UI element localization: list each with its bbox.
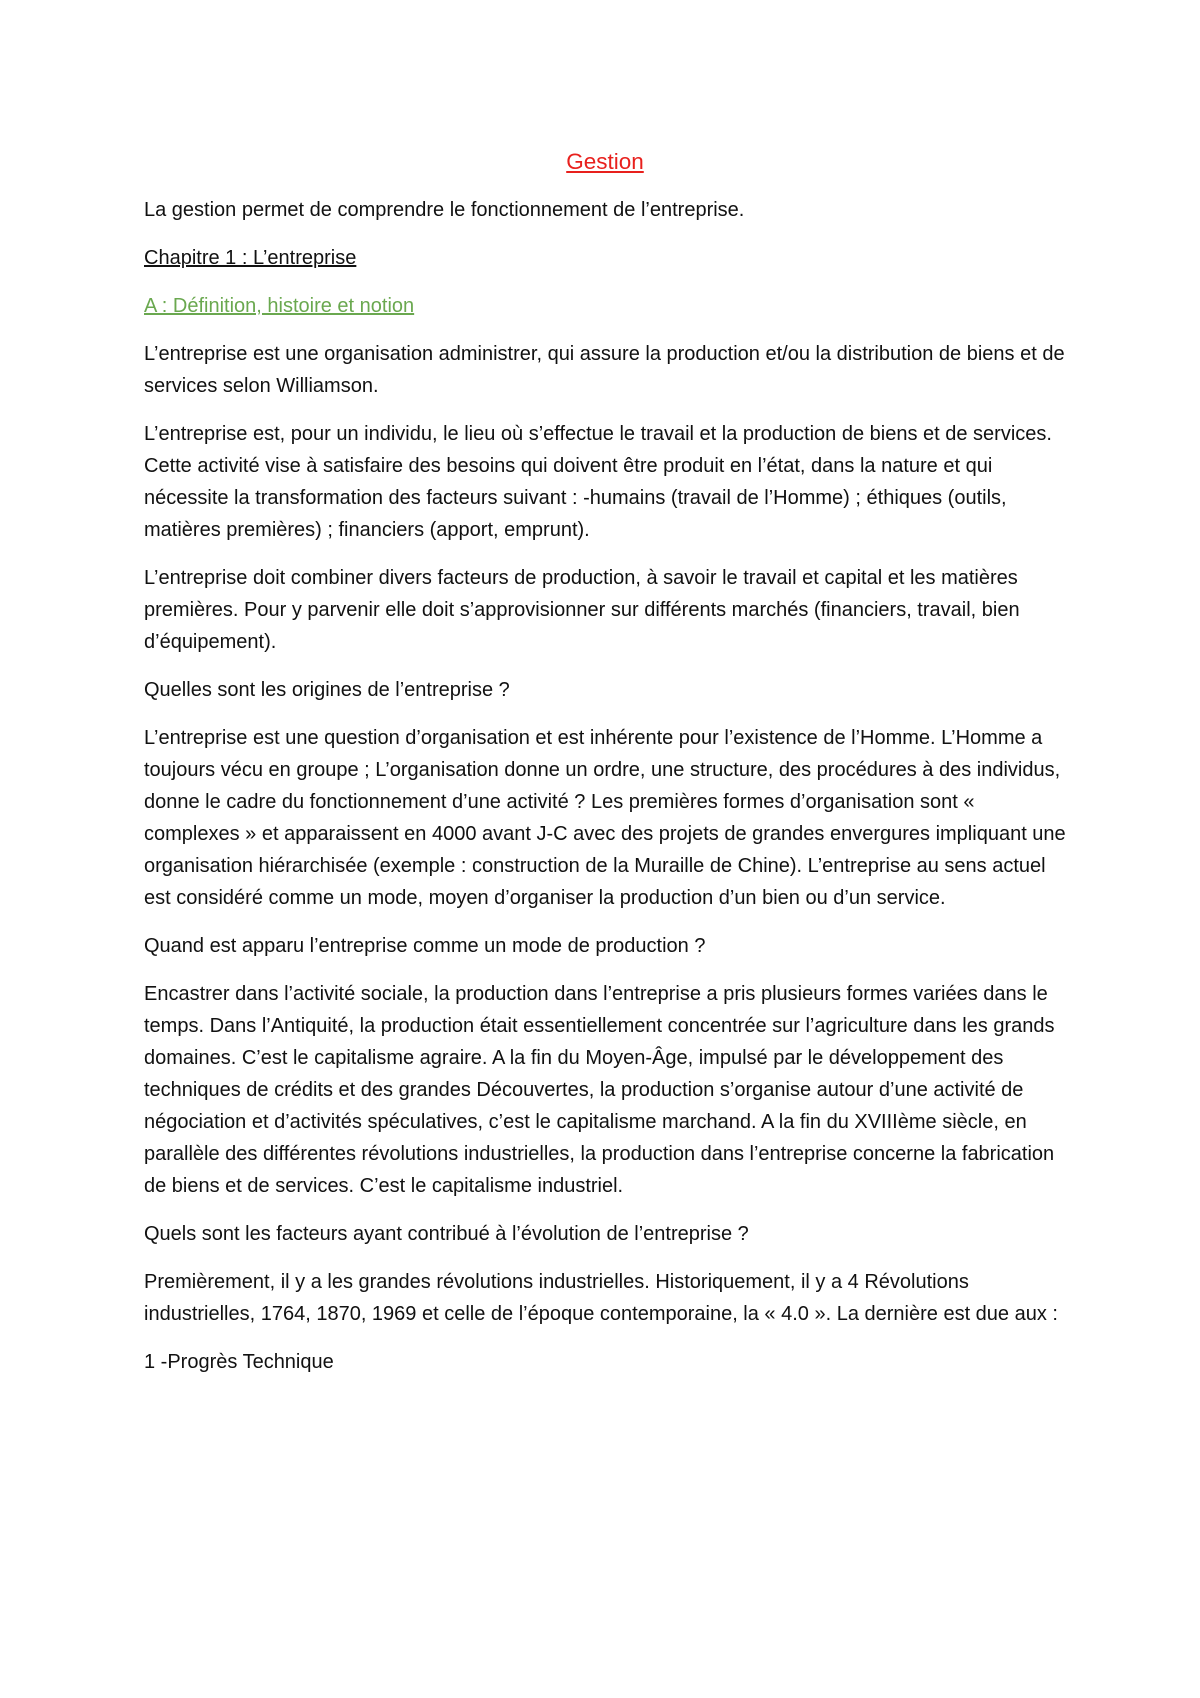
question-mode-production: Quand est apparu l’entreprise comme un mode de production ? [144,935,706,957]
paragraph-organisation: L’entreprise est une question d’organisation et est inhérente pour l’existence de l’Homme. L’Homme a toujours vécu en groupe ; L’organisation donne un ordre, une structure, des procédures à des individus, donne le cadre du fonctionnement d’une activité ? Les premières formes d’organisation sont « complexes » et apparaissent en 4000 avant J-C avec des projets de grandes envergures impliquant une organisation hiérarchisée (exemple : construction de la Muraille de Chine). L’entreprise au sens actuel est considéré comme un mode, moyen d’organiser la production d’un bien ou d’un service. [144,727,1066,909]
paragraph-facteurs-production: L’entreprise doit combiner divers facteurs de production, à savoir le travail et capital et les matières premières. Pour y parvenir elle doit s’approvisionner sur différents marchés (financiers, travail, bien d’équipement). [144,567,1020,653]
question-origines: Quelles sont les origines de l’entreprise ? [144,679,510,701]
paragraph-definition-williamson: L’entreprise est une organisation administrer, qui assure la production et/ou la distribution de biens et de services selon Williamson. [144,343,1065,397]
chapter-heading: Chapitre 1 : L’entreprise [144,247,357,269]
paragraph-revolutions-industrielles: Premièrement, il y a les grandes révolutions industrielles. Historiquement, il y a 4 Révolutions industrielles, 1764, 1870, 1969 et celle de l’époque contemporaine, la « 4.0 ». La dernière est due aux : [144,1271,1058,1325]
paragraph-capitalisme: Encastrer dans l’activité sociale, la production dans l’entreprise a pris plusieurs formes variées dans le temps. Dans l’Antiquité, la production était essentiellement concentrée sur l’agriculture dans les grands domaines. C’est le capitalisme agraire. A la fin du Moyen-Âge, impulsé par le développement des techniques de crédits et des grandes Découvertes, la production s’organise autour d’une activité de négociation et d’activités spéculatives, c’est le capitalisme marchand. A la fin du XVIIIème siècle, en parallèle des différentes révolutions industrielles, la production dans l’entreprise concerne la fabrication de biens et de services. C’est le capitalisme industriel. [144,983,1055,1197]
section-heading: A : Définition, histoire et notion [144,295,415,317]
question-facteurs-evolution: Quels sont les facteurs ayant contribué à l’évolution de l’entreprise ? [144,1223,749,1245]
document-title: Gestion [566,149,644,174]
intro-paragraph: La gestion permet de comprendre le fonctionnement de l’entreprise. [144,199,745,221]
list-item-progres-technique: 1 -Progrès Technique [144,1351,334,1373]
paragraph-lieu-travail: L’entreprise est, pour un individu, le lieu où s’effectue le travail et la production de biens et de services. Cette activité vise à satisfaire des besoins qui doivent être produit en l’état, dans la nature et qui nécessite la transformation des facteurs suivant : -humains (travail de l’Homme) ; éthiques (outils, matières premières) ; financiers (apport, emprunt). [144,423,1052,541]
document-body [144,146,1066,1394]
